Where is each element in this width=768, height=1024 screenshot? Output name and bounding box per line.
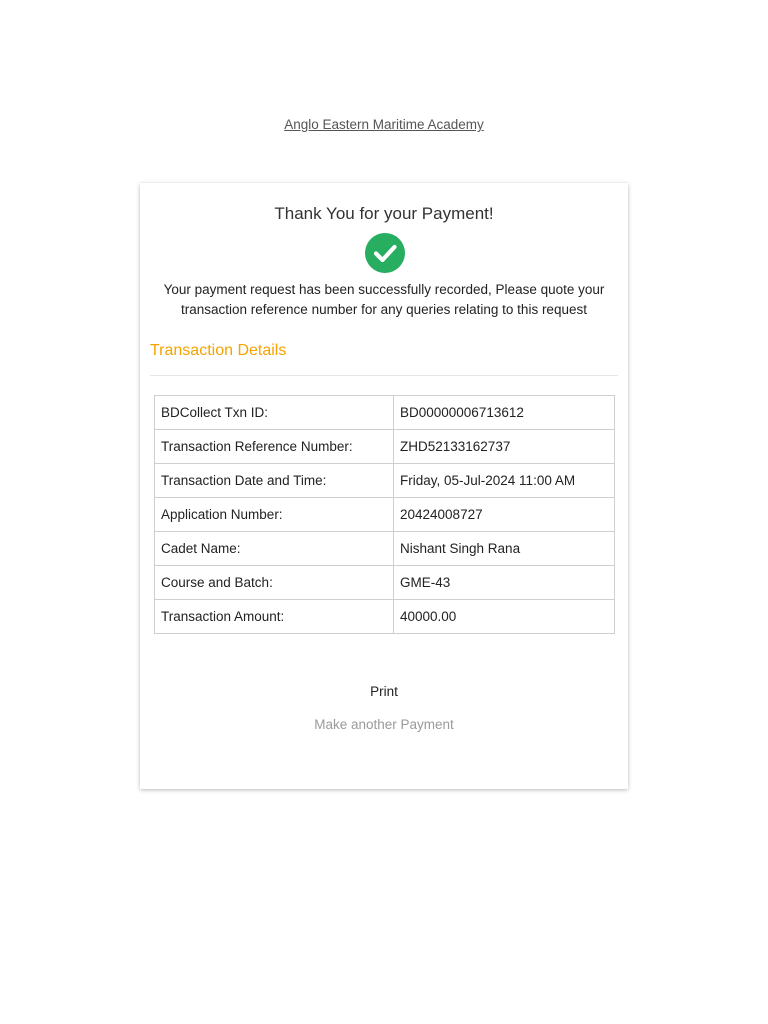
- table-row: [155, 464, 615, 498]
- table-row: [155, 532, 615, 566]
- table-row: [155, 600, 615, 634]
- table-row: [155, 396, 615, 430]
- row-label: Course and Batch:: [155, 566, 394, 600]
- section-divider: [150, 375, 618, 376]
- transaction-details-table: [154, 395, 615, 634]
- check-circle-icon: [365, 233, 405, 273]
- row-value: 20424008727: [394, 498, 615, 532]
- row-label: BDCollect Txn ID:: [155, 396, 394, 430]
- make-another-payment-button[interactable]: Make another Payment: [314, 717, 454, 732]
- row-value: 40000.00: [394, 600, 615, 634]
- row-value: Nishant Singh Rana: [394, 532, 615, 566]
- row-value: ZHD52133162737: [394, 430, 615, 464]
- row-value: GME-43: [394, 566, 615, 600]
- table-row: [155, 566, 615, 600]
- table-row: [155, 498, 615, 532]
- row-label: Transaction Date and Time:: [155, 464, 394, 498]
- print-button[interactable]: Print: [370, 684, 398, 699]
- academy-link[interactable]: Anglo Eastern Maritime Academy: [284, 117, 484, 132]
- thank-you-title: Thank You for your Payment!: [274, 204, 494, 223]
- transaction-details-heading: Transaction Details: [150, 342, 287, 359]
- row-label: Transaction Amount:: [155, 600, 394, 634]
- row-label: Application Number:: [155, 498, 394, 532]
- row-value: Friday, 05-Jul-2024 11:00 AM: [394, 464, 615, 498]
- row-label: Transaction Reference Number:: [155, 430, 394, 464]
- table-row: [155, 430, 615, 464]
- row-label: Cadet Name:: [155, 532, 394, 566]
- success-message: Your payment request has been successfully recorded, Please quote your transaction reference number for any queries relating to this request: [163, 282, 605, 317]
- row-value: BD00000006713612: [394, 396, 615, 430]
